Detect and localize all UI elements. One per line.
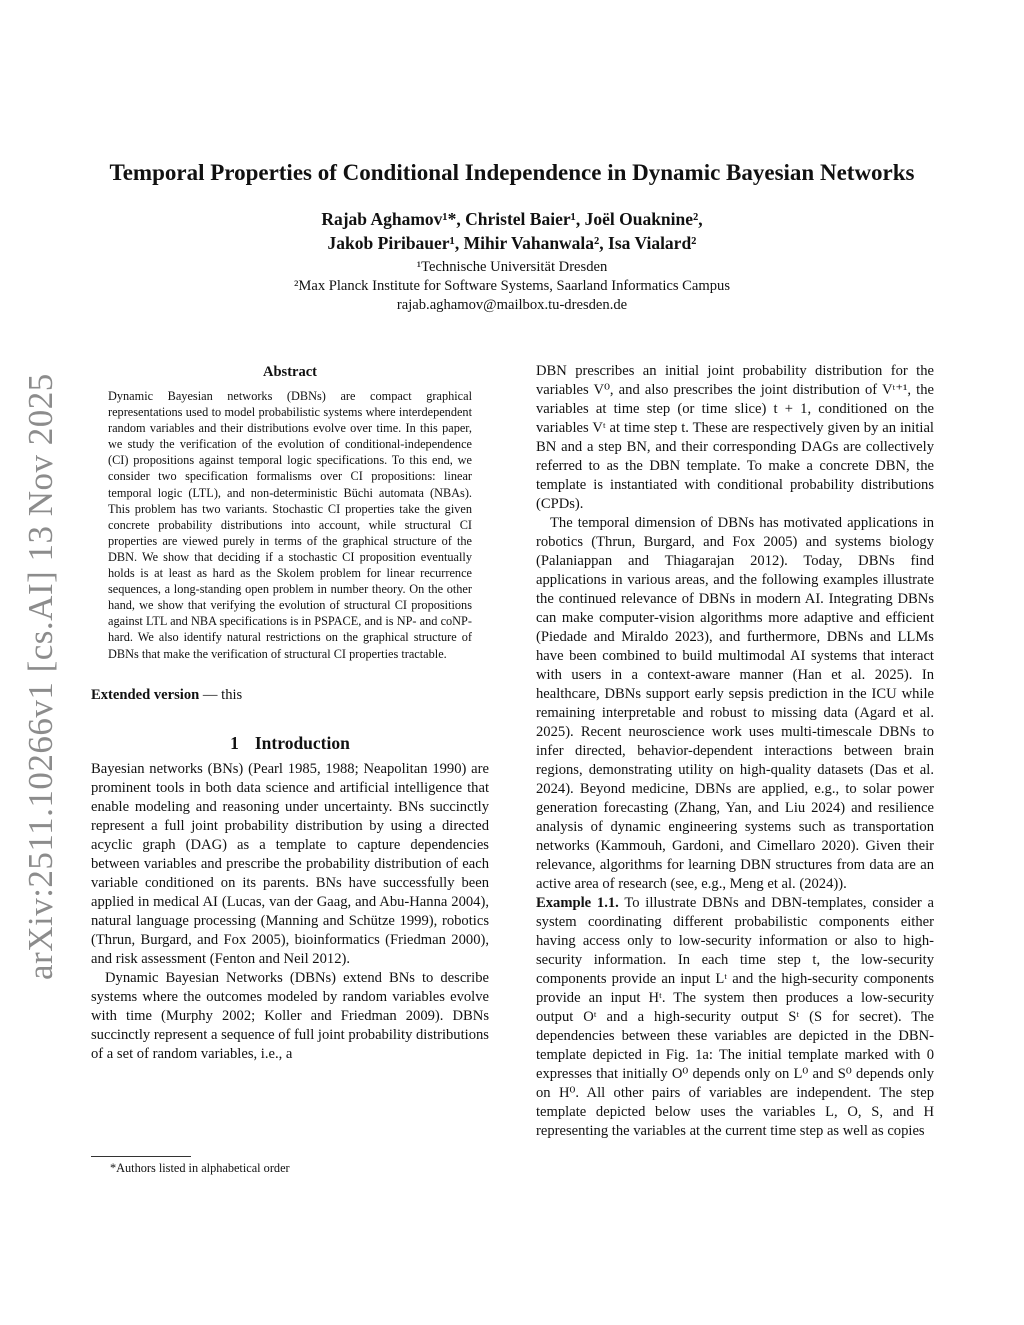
section-heading-introduction bbox=[91, 733, 489, 754]
paper-title: Temporal Properties of Conditional Independence in Dynamic Bayesian Networks bbox=[109, 160, 915, 185]
example-label: Example 1.1. bbox=[536, 895, 619, 911]
footnote-rule bbox=[91, 1156, 191, 1157]
affiliations bbox=[0, 258, 1024, 315]
right-paragraph-1: DBN prescribes an initial joint probability distribution for the variables V⁰, and also prescribes the joint distribution of Vᵗ⁺¹, the variables at time step (or time slice) t + 1, conditioned on the variables Vᵗ at time step t. These are respectively given by an initial BN and a step BN, and their corresponding DAGs are collectively referred to as the DBN template. To make a concrete DBN, the template is instantiated with conditional probability distributions (CPDs). bbox=[536, 363, 934, 512]
authors-line-1: Rajab Aghamov¹*, Christel Baier¹, Joël Ouaknine², bbox=[321, 209, 703, 229]
abstract-body: Dynamic Bayesian networks (DBNs) are compact graphical representations used to model probabilistic systems where interdependent random variables and their distributions evolve over time. In this paper, we study the verification of the evolution of conditional-independence (CI) propositions against temporal logic specifications. To this end, we consider two specification formalisms over CI propositions: linear temporal logic (LTL), and non-deterministic Büchi automata (NBAs). This problem has two variants. Stochastic CI properties take the given concrete probability distributions into account, while structural CI properties are viewed purely in terms of the graphical structure of the DBN. We show that deciding if a stochastic CI proposition eventually holds is at least as hard as the Skolem problem for linear recurrence sequences, a long-standing open problem in number theory. On the other hand, we show that verifying the evolution of structural CI propositions against LTL and NBA specifications is in PSPACE, and is NP- and coNP-hard. We also identify natural restrictions on the graphical structure of DBNs that make the verification of structural CI properties tractable. bbox=[108, 389, 472, 661]
right-paragraph-2: The temporal dimension of DBNs has motivated applications in robotics (Thrun, Burgard, and Fox 2005) and systems biology (Palaniappan and Thiagarajan 2012). Today, DBNs find applications in various areas, and the following examples illustrate the continued relevance of DBNs in modern AI. Integrating DBNs can make computer-vision algorithms more adaptive and efficient (Piedade and Miraldo 2023), and furthermore, DBNs and LLMs have been combined to build multimodal AI systems that interact with users in a context-aware manner (Han et al. 2025). In healthcare, DBNs support early sepsis prediction in the ICU while remaining interpretable and robust to missing data (Agard et al. 2025). Recent neuroscience work uses multi-timescale DBNs to infer directed, behavior-dependent interactions between brain regions, demonstrating utility on high-quality datasets (Das et al. 2024). Beyond medicine, DBNs are applied, e.g., to solar power generation forecasting (Zhang, Yan, and Liu 2024) and resilience analysis of dynamic engineering systems such as transportation networks (Kammouh, Gardoni, and Cimellaro 2020). Given their relevance, algorithms for learning DBN structures from data are an active area of research (see, e.g., Meng et al. (2024)). bbox=[536, 515, 934, 892]
section-title: Introduction bbox=[254, 732, 350, 753]
author-list bbox=[0, 207, 1024, 255]
right-column bbox=[536, 362, 934, 1141]
example-1-1 bbox=[536, 894, 934, 1141]
authors-line-2: Jakob Piribauer¹, Mihir Vahanwala², Isa Vialard² bbox=[327, 233, 697, 253]
extended-version-link: — this bbox=[199, 686, 243, 703]
extended-version-label: Extended version bbox=[91, 686, 200, 703]
intro-paragraph-1: Bayesian networks (BNs) (Pearl 1985, 1988; Neapolitan 1990) are prominent tools in both data science and artificial intelligence that enable modeling and reasoning under uncertainty. BNs succinctly represent a full joint probability distribution by using a directed acyclic graph (DAG) as a template to capture dependencies between variables and prescribe the probability distribution of each variable conditioned on its parents. BNs have successfully been applied in medical AI (Lucas, van der Gaag, and Abu-Hanna 2004), natural language processing (Manning and Schütze 1999), robotics (Thrun, Burgard, and Fox 2005), bioinformatics (Friedman 2000), and risk assessment (Fenton and Neil 2012). bbox=[91, 760, 489, 967]
footnote: *Authors listed in alphabetical order bbox=[110, 1161, 290, 1175]
affiliation-1: ¹Technische Universität Dresden bbox=[416, 259, 608, 275]
section-number: 1 bbox=[230, 732, 239, 753]
abstract-heading: Abstract bbox=[263, 364, 317, 380]
left-column bbox=[91, 364, 489, 1064]
author-email: rajab.aghamov@mailbox.tu-dresden.de bbox=[396, 297, 628, 313]
arxiv-stamp: arXiv:2511.10266v1 [cs.AI] 13 Nov 2025 bbox=[21, 373, 60, 980]
extended-version-note bbox=[91, 687, 489, 704]
affiliation-2: ²Max Planck Institute for Software Systems, Saarland Informatics Campus bbox=[293, 278, 731, 294]
example-text: To illustrate DBNs and DBN-templates, consider a system coordinating different probabilistic components either having access only to low-security information or also to high-security information. In each time step t, the low-security components provide an input Lᵗ and the high-security components provide an input Hᵗ. The system then produces a low-security output Oᵗ and a high-security output Sᵗ (S for secret). The dependencies between these variables are depicted in the DBN-template depicted in Fig. 1a: The initial template marked with 0 expresses that initially O⁰ depends only on L⁰ and S⁰ depends only on H⁰. All other pairs of variables are independent. The step template depicted below uses the variables L, O, S, and H representing the variables at the current time step as well as copies bbox=[536, 895, 934, 1139]
intro-paragraph-2: Dynamic Bayesian Networks (DBNs) extend BNs to describe systems where the outcomes modeled by random variables evolve with time (Murphy 2002; Koller and Friedman 2009). DBNs succinctly represent a sequence of full joint probability distributions of a set of random variables, i.e., a bbox=[91, 969, 489, 1062]
